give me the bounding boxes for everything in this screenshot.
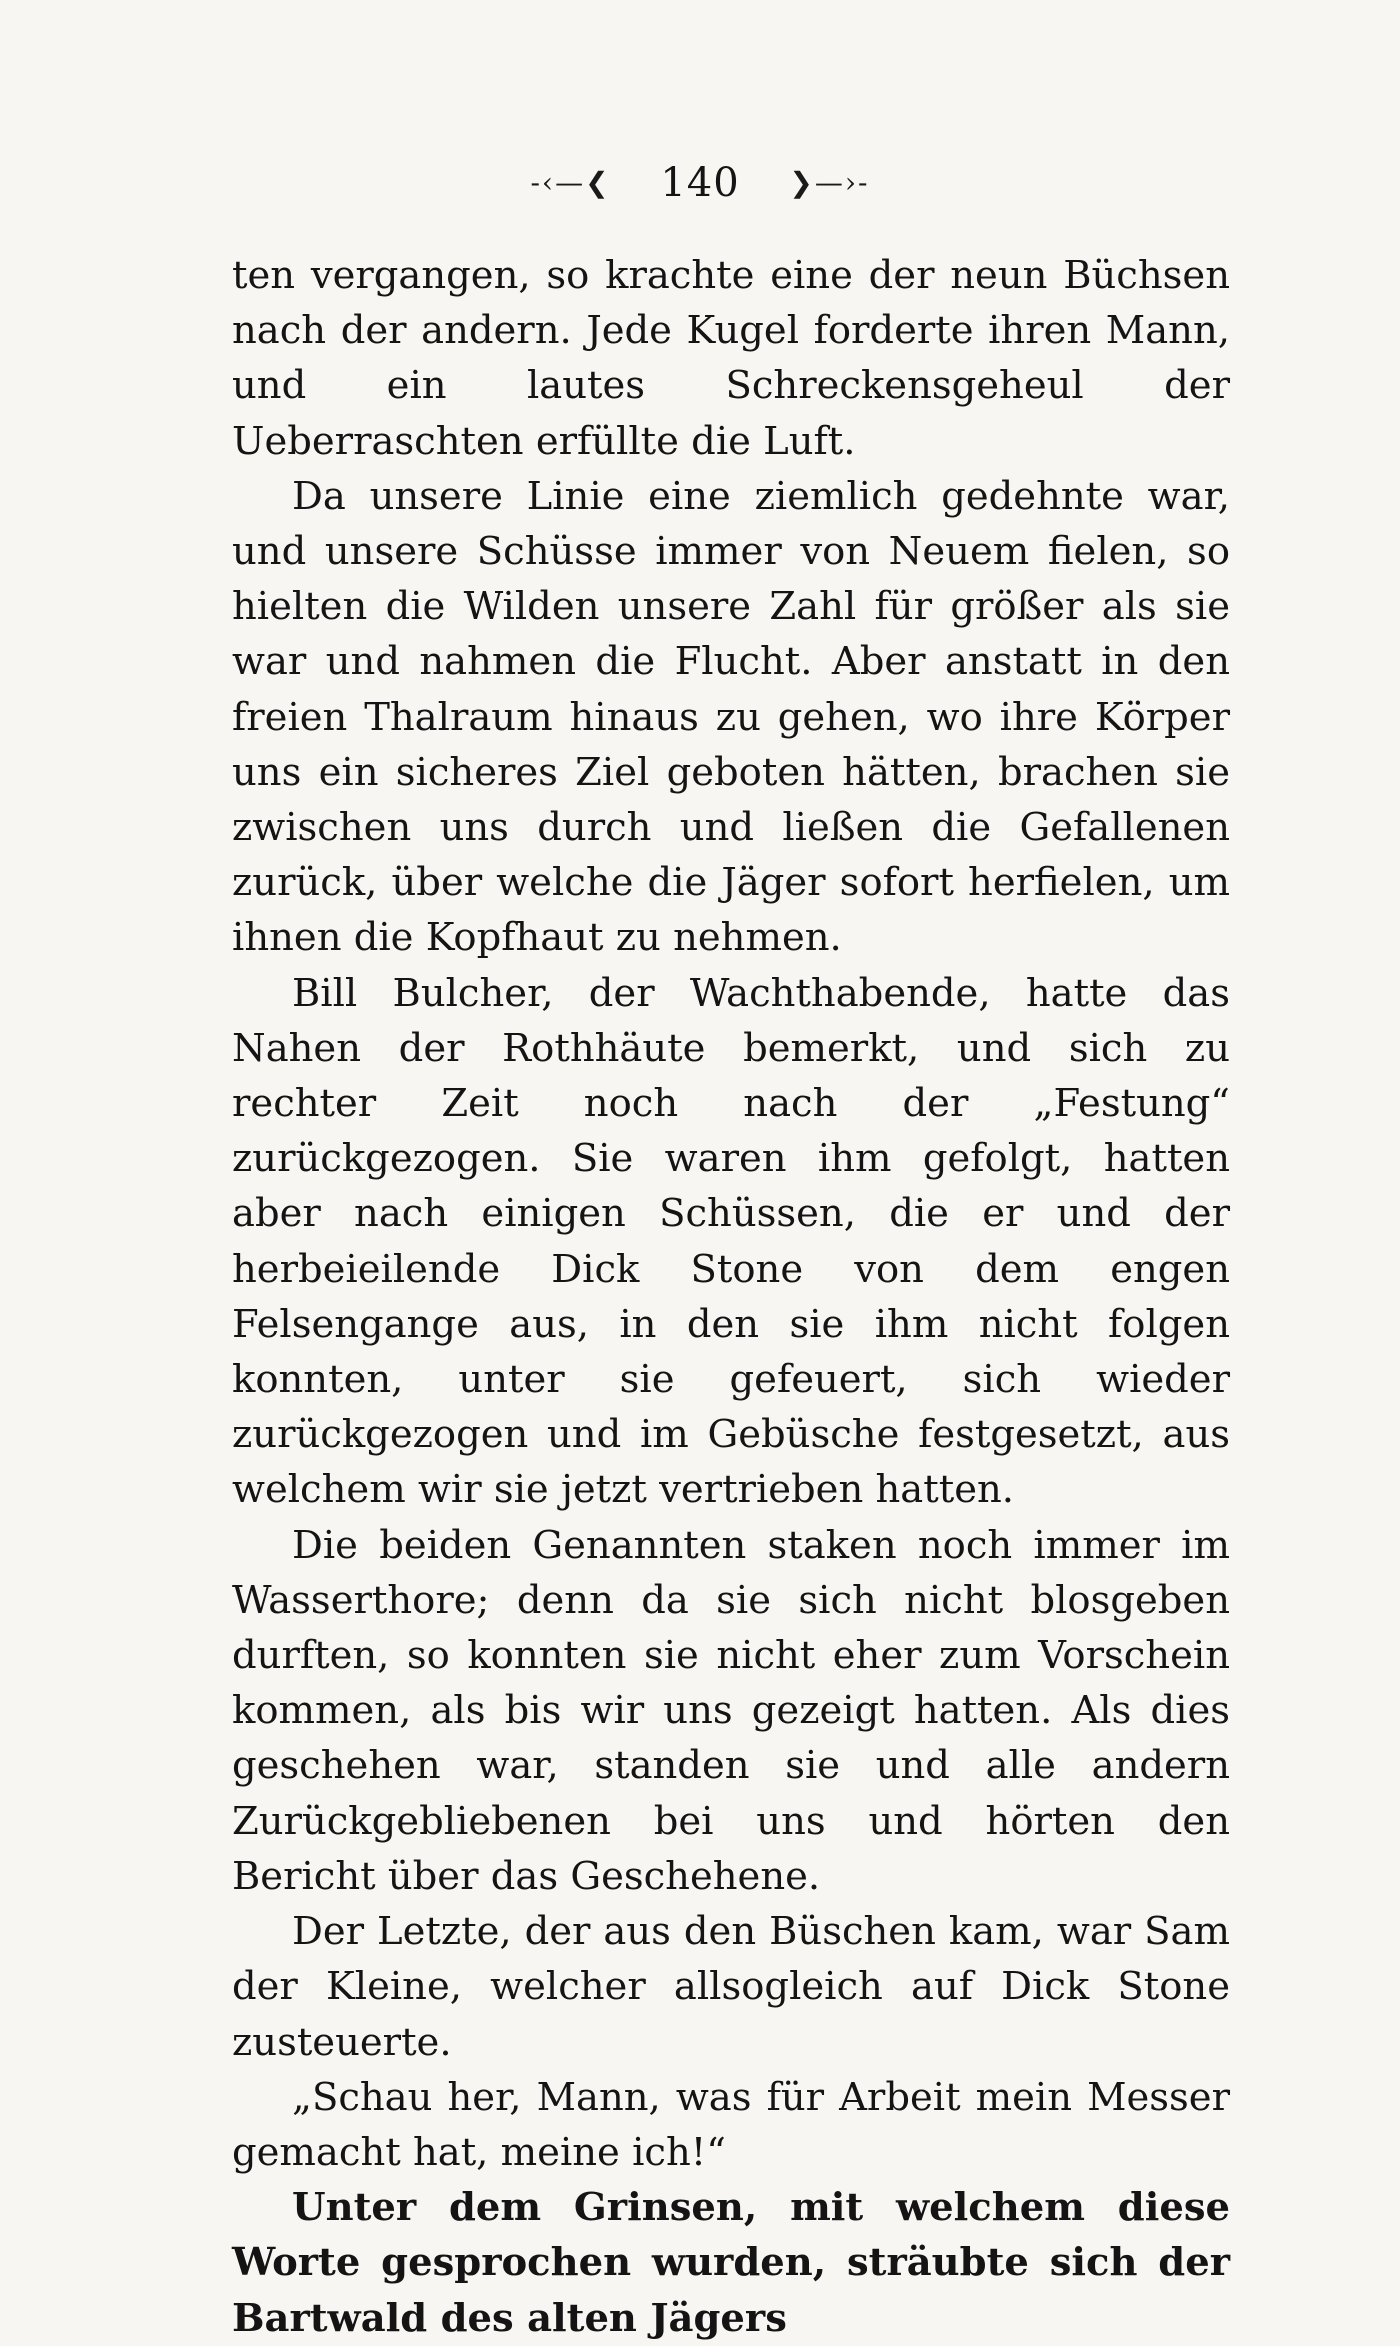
page-number: 140 [660,160,740,206]
body-text [232,248,1230,2346]
paragraph-5: Der Letzte, der aus den Büschen kam, war Sam der Kleine, welcher allsogleich auf Dick Stone zusteuerte. [232,1909,1230,2065]
paragraph-6: „Schau her, Mann, was für Arbeit mein Messer gemacht hat, meine ich!“ [232,2074,1230,2175]
paragraph-3: Bill Bulcher, der Wachthabende, hatte das Nahen der Rothhäute bemerkt, und sich zu rechter Zeit noch nach der „Festung“ zurückgezogen. Sie waren ihm gefolgt, hatten aber nach einigen Schüssen, die er und der herbeieilende Dick Stone von dem engen Felsengange aus, in den sie ihm nicht folgen konnten, unter sie gefeuert, sich wieder zurückgezogen und im Gebüsche festgesetzt, aus welchem wir sie jetzt vertrieben hatten. [232,970,1230,1513]
ornament-right: ❯—›- [789,166,870,199]
page-header [0,150,1400,213]
ornament-left: -‹—❮ [530,166,611,199]
paragraph-4: Die beiden Genannten staken noch immer im Wasserthore; denn da sie sich nicht blosgeben durften, so konnten sie nicht eher zum Vorschein kommen, als bis wir uns gezeigt hatten. Als dies geschehen war, standen sie und alle andern Zurückgebliebenen bei uns und hörten den Bericht über das Geschehene. [232,1522,1230,1899]
paragraph-7: Unter dem Grinsen, mit welchem diese Worte gesprochen wurden, sträubte sich der Bartwald des alten Jägers [232,2185,1230,2341]
paragraph-2: Da unsere Linie eine ziemlich gedehnte war, und unsere Schüsse immer von Neuem fielen, so hielten die Wilden unsere Zahl für größer als sie war und nahmen die Flucht. Aber anstatt in den freien Thalraum hinaus zu gehen, wo ihre Körper uns ein sicheres Ziel geboten hätten, brachen sie zwischen uns durch und ließen die Gefallenen zurück, über welche die Jäger sofort herfielen, um ihnen die Kopfhaut zu nehmen. [232,473,1230,961]
paragraph-1: ten vergangen, so krachte eine der neun Büchsen nach der andern. Jede Kugel forderte ihren Mann, und ein lautes Schreckensgeheul der Ueberraschten erfüllte die Luft. [232,253,1230,464]
